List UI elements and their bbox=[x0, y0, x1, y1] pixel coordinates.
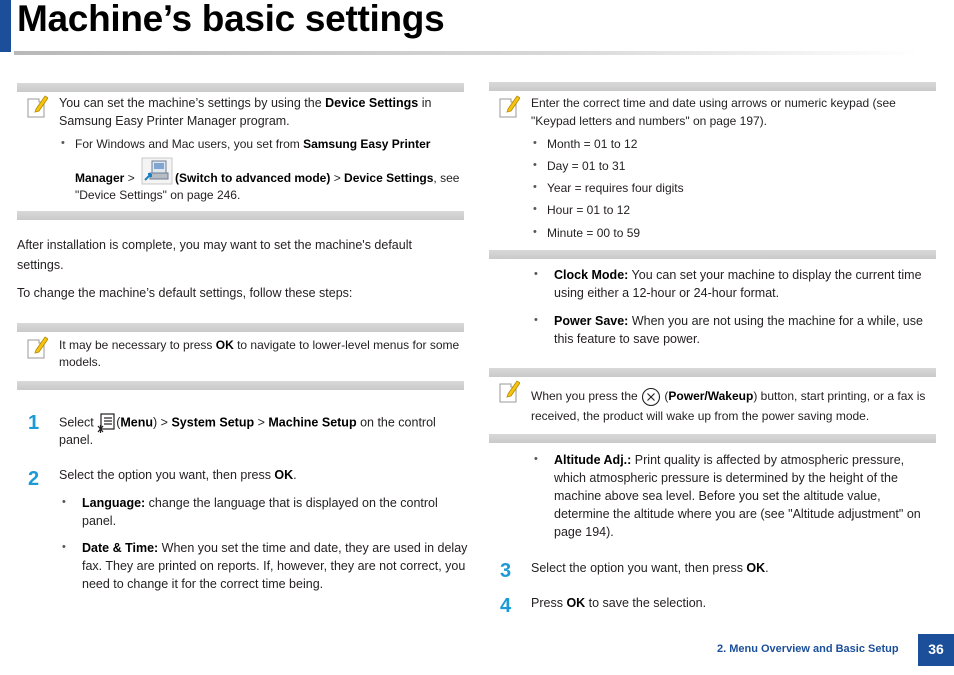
language-bullet-line2: panel. bbox=[82, 514, 117, 528]
list-item: Hour = 01 to 12 bbox=[547, 203, 631, 217]
power-save-bullet-line2: this feature to save power. bbox=[554, 332, 700, 346]
step-number: 2 bbox=[28, 468, 40, 490]
step1-text: Select (Menu) > System Setup > Machine Setup on the control bbox=[59, 413, 436, 433]
date-time-bullet-line2: fax. They are printed on reports. If, however, they are not correct, you bbox=[82, 559, 466, 573]
note-bottom-bar bbox=[17, 211, 464, 220]
altitude-bullet-line5: page 194). bbox=[554, 525, 614, 539]
note3-text: Enter the correct time and date using arrows or numeric keypad (see bbox=[531, 96, 896, 110]
power-wakeup-icon bbox=[641, 387, 661, 407]
bullet-dot: • bbox=[534, 314, 538, 326]
list-item: Month = 01 to 12 bbox=[547, 137, 638, 151]
list-item: Day = 01 to 31 bbox=[547, 159, 626, 173]
clock-mode-bullet: Clock Mode: You can set your machine to display the current time bbox=[554, 268, 922, 282]
note1-bullet-line2b: (Switch to advanced mode) > Device Settings, see bbox=[175, 171, 460, 185]
altitude-bullet-line4: determine the altitude where you are (see "Altitude adjustment" on bbox=[554, 507, 921, 521]
note1-text-line2: Samsung Easy Printer Manager program. bbox=[59, 114, 290, 128]
note1-bullet: For Windows and Mac users, you set from Samsung Easy Printer bbox=[75, 137, 431, 151]
note-pencil-icon bbox=[496, 378, 520, 404]
language-bullet: Language: change the language that is displayed on the control bbox=[82, 496, 438, 510]
note-pencil-icon bbox=[24, 93, 48, 119]
step3-text: Select the option you want, then press OK. bbox=[531, 561, 769, 575]
note-pencil-icon bbox=[24, 334, 48, 360]
step1-text-line2: panel. bbox=[59, 433, 94, 447]
title-rule bbox=[14, 51, 919, 55]
title-accent-bar bbox=[0, 0, 11, 52]
step2-text: Select the option you want, then press OK. bbox=[59, 468, 297, 482]
intro-text: After installation is complete, you may want to set the machine's default bbox=[17, 238, 412, 252]
note1-bullet-line3: "Device Settings" on page 246. bbox=[75, 188, 241, 202]
step-number: 1 bbox=[28, 412, 40, 434]
date-time-bullet-line3: need to change it for the correct time being. bbox=[82, 577, 324, 591]
step4-text: Press OK to save the selection. bbox=[531, 596, 707, 610]
altitude-bullet-line3: machine above sea level. Before you set the altitude value, bbox=[554, 489, 881, 503]
page-title: Machine’s basic settings bbox=[17, 0, 445, 39]
bullet-dot: • bbox=[533, 159, 537, 171]
note2-text-line2: models. bbox=[59, 355, 102, 369]
note3-text-line2: "Keypad letters and numbers" on page 197). bbox=[531, 114, 768, 128]
switch-advanced-mode-icon bbox=[141, 157, 173, 185]
note-pencil-icon bbox=[496, 93, 520, 119]
note1-bullet-line2: Manager > bbox=[75, 171, 135, 185]
note-top-bar bbox=[489, 82, 936, 91]
menu-icon bbox=[97, 413, 116, 433]
footer-section-title: 2. Menu Overview and Basic Setup bbox=[717, 643, 899, 655]
bullet-dot: • bbox=[533, 137, 537, 149]
intro-steps-text: To change the machine’s default settings, follow these steps: bbox=[17, 286, 353, 300]
page-number: 36 bbox=[918, 634, 954, 666]
power-save-bullet: Power Save: When you are not using the machine for a while, use bbox=[554, 314, 923, 328]
altitude-bullet-line2: which atmospheric pressure is determined by the height of the bbox=[554, 471, 898, 485]
note2-text: It may be necessary to press OK to navigate to lower-level menus for some bbox=[59, 338, 460, 352]
note-bottom-bar bbox=[489, 434, 936, 443]
clock-mode-bullet-line2: using either a 12-hour or 24-hour format. bbox=[554, 286, 780, 300]
note-top-bar bbox=[489, 368, 936, 377]
note1-text: You can set the machine’s settings by using the Device Settings in bbox=[59, 96, 432, 110]
bullet-dot: • bbox=[533, 226, 537, 238]
altitude-bullet: Altitude Adj.: Print quality is affected by atmospheric pressure, bbox=[554, 453, 905, 467]
note-top-bar bbox=[17, 83, 464, 92]
bullet-dot: • bbox=[533, 181, 537, 193]
bullet-dot: • bbox=[61, 137, 65, 149]
bullet-dot: • bbox=[533, 203, 537, 215]
note4-text: When you press the (Power/Wakeup) button, start printing, or a fax is bbox=[531, 387, 925, 407]
step-number: 4 bbox=[500, 595, 512, 617]
note4-text-line2: received, the product will wake up from the power saving mode. bbox=[531, 409, 870, 423]
list-item: Year = requires four digits bbox=[547, 181, 684, 195]
note-bottom-bar bbox=[489, 250, 936, 259]
bullet-dot: • bbox=[534, 453, 538, 465]
bullet-dot: • bbox=[62, 496, 66, 508]
intro-text-line2: settings. bbox=[17, 258, 64, 272]
bullet-dot: • bbox=[534, 268, 538, 280]
bullet-dot: • bbox=[62, 541, 66, 553]
list-item: Minute = 00 to 59 bbox=[547, 226, 641, 240]
date-time-bullet: Date & Time: When you set the time and date, they are used in delay bbox=[82, 541, 468, 555]
step-number: 3 bbox=[500, 560, 512, 582]
note-top-bar bbox=[17, 323, 464, 332]
note-bottom-bar bbox=[17, 381, 464, 390]
